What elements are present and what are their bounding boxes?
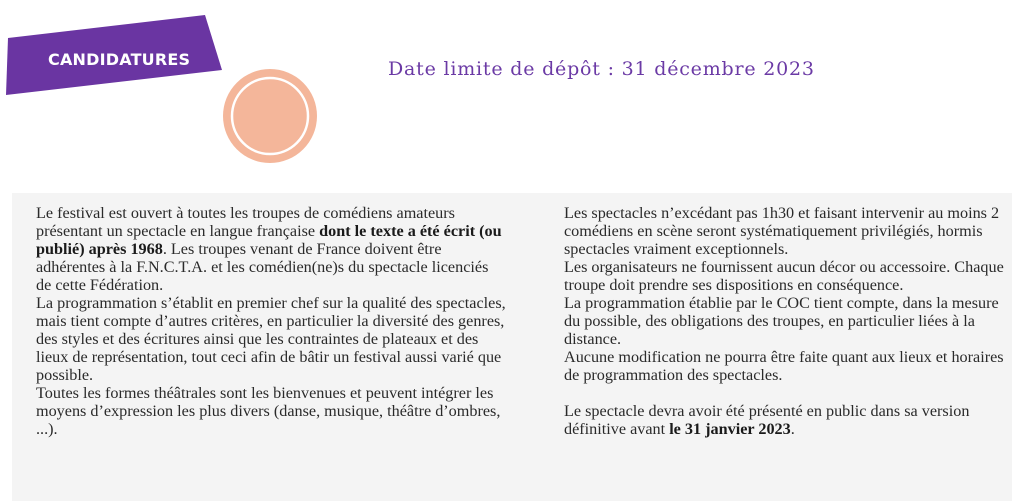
bold-text: le 31 janvier 2023 <box>669 420 791 438</box>
section-banner <box>0 0 240 110</box>
right-column <box>564 204 1004 438</box>
bold-text: dont le texte a été écrit (ou publié) après 1968 <box>36 222 502 258</box>
section-title: CANDIDATURES <box>48 50 191 69</box>
paragraph-modification: Aucune modification ne pourra être faite quant aux lieux et horaires de programmation des spectacles. <box>564 348 1004 384</box>
left-column <box>36 204 506 438</box>
text-span: . Les troupes venant de France doivent être adhérentes à la F.N.C.T.A. et les comédien(ne)s du spectacle licenciés de cette Fédération. <box>36 240 489 294</box>
text-span: Le festival est ouvert à toutes les troupes de comédiens amateurs présentant un spectacle en langue française <box>36 204 455 240</box>
paragraph-eligibility <box>36 204 506 294</box>
deadline-text: Date limite de dépôt : 31 décembre 2023 <box>388 58 815 80</box>
decorative-circles <box>210 56 330 176</box>
paragraph-forms: Toutes les formes théâtrales sont les bienvenues et peuvent intégrer les moyens d’expression les plus divers (danse, musique, théâtre d’ombres, ...). <box>36 384 501 438</box>
spacer <box>564 384 1004 402</box>
text-span: Le spectacle devra avoir été présenté en public dans sa version définitive avant <box>564 402 970 438</box>
paragraph-coc: La programmation établie par le COC tient compte, dans la mesure du possible, des obligations des troupes, en particulier liées à la distance. <box>564 294 999 348</box>
paragraph-programming: La programmation s’établit en premier chef sur la qualité des spectacles, mais tient compte d’autres critères, en particulier la diversité des genres, des styles et des écritures ainsi que les contraintes de plateaux et des lieux de représentation, tout ceci afin de bâtir un festival aussi varié que possible. <box>36 294 506 384</box>
paragraph-performance-date <box>564 402 1004 438</box>
paragraph-sets: Les organisateurs ne fournissent aucun décor ou accessoire. Chaque troupe doit prendre ses dispositions en conséquence. <box>564 258 1004 294</box>
paragraph-duration: Les spectacles n’excédant pas 1h30 et faisant intervenir au moins 2 comédiens en scène seront systématiquement privilégiés, hormis spectacles vraiment exceptionnels. <box>564 204 1000 258</box>
text-span: . <box>790 420 795 438</box>
